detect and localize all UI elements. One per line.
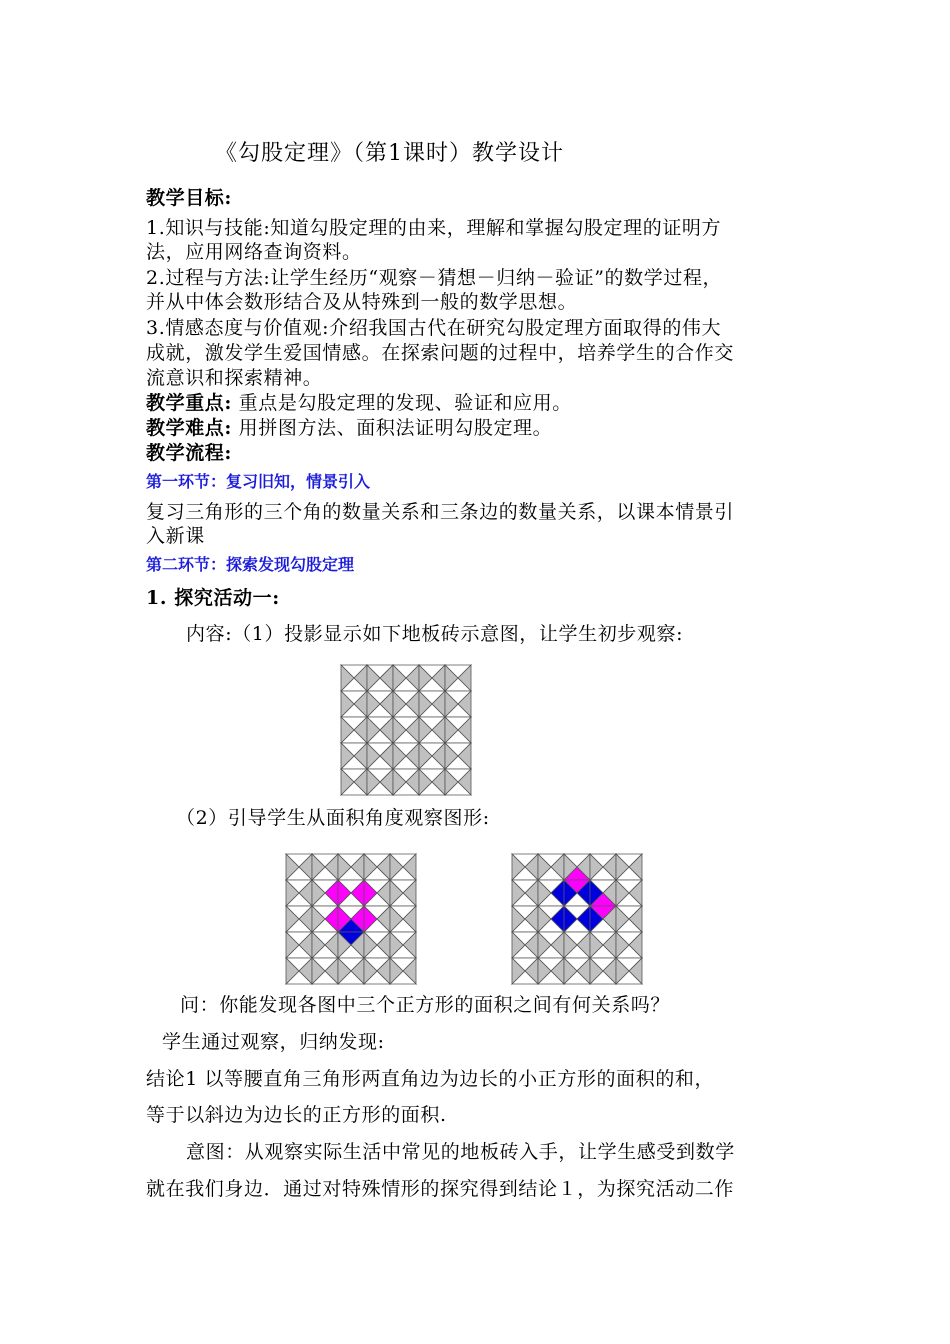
activity-heading: 1. 探究活动一: <box>146 587 280 609</box>
key-point-label: 教学重点: <box>146 392 233 414</box>
floor-tile-figure-3 <box>511 853 643 985</box>
objective-3-line2: 成就，激发学生爱国情感。在探索问题的过程中，培养学生的合作交 <box>146 342 735 364</box>
content-2: （2）引导学生从面积角度观察图形: <box>176 807 490 829</box>
stage1-line1: 复习三角形的三个角的数量关系和三条边的数量关系，以课本情景引 <box>146 501 735 523</box>
stage2-heading: 第二环节：探索发现勾股定理 <box>146 555 355 574</box>
intent-line1: 意图：从观察实际生活中常见的地板砖入手，让学生感受到数学 <box>186 1141 735 1163</box>
observe-text: 学生通过观察，归纳发现: <box>162 1031 385 1053</box>
objective-1-line1: 1.知识与技能:知道勾股定理的由来，理解和掌握勾股定理的证明方 <box>146 217 722 239</box>
difficulty-label: 教学难点: <box>146 417 233 439</box>
difficulty <box>146 416 552 441</box>
content-1: 内容:（1）投影显示如下地板砖示意图，让学生初步观察: <box>186 623 684 645</box>
objective-3-line3: 流意识和探索精神。 <box>146 367 323 389</box>
conclusion-line1: 结论1 以等腰直角三角形两直角边为边长的小正方形的面积的和， <box>146 1068 715 1090</box>
process-heading: 教学流程: <box>146 442 233 464</box>
objective-2-line1: 2.过程与方法:让学生经历“观察－猜想－归纳－验证”的数学过程， <box>146 267 723 289</box>
difficulty-text: 用拼图方法、面积法证明勾股定理。 <box>238 417 553 439</box>
floor-tile-figure-1 <box>340 664 472 796</box>
intent-line2: 就在我们身边．通过对特殊情形的探究得到结论１，为探究活动二作 <box>146 1178 735 1200</box>
question: 问：你能发现各图中三个正方形的面积之间有何关系吗？ <box>180 994 671 1016</box>
objectives-heading: 教学目标: <box>146 187 233 209</box>
objective-3-line1: 3.情感态度与价值观:介绍我国古代在研究勾股定理方面取得的伟大 <box>146 317 722 339</box>
conclusion-line2: 等于以斜边为边长的正方形的面积. <box>146 1104 447 1126</box>
objective-2-line2: 并从中体会数形结合及从特殊到一般的数学思想。 <box>146 291 578 313</box>
stage1-line2: 入新课 <box>146 525 205 547</box>
page-title: 《勾股定理》（第1课时）教学设计 <box>215 141 564 166</box>
objective-1-line2: 法，应用网络查询资料。 <box>146 241 362 263</box>
key-point <box>146 391 572 416</box>
floor-tile-figure-2 <box>285 853 417 985</box>
key-point-text: 重点是勾股定理的发现、验证和应用。 <box>238 392 572 414</box>
stage1-heading: 第一环节：复习旧知，情景引入 <box>146 472 371 491</box>
